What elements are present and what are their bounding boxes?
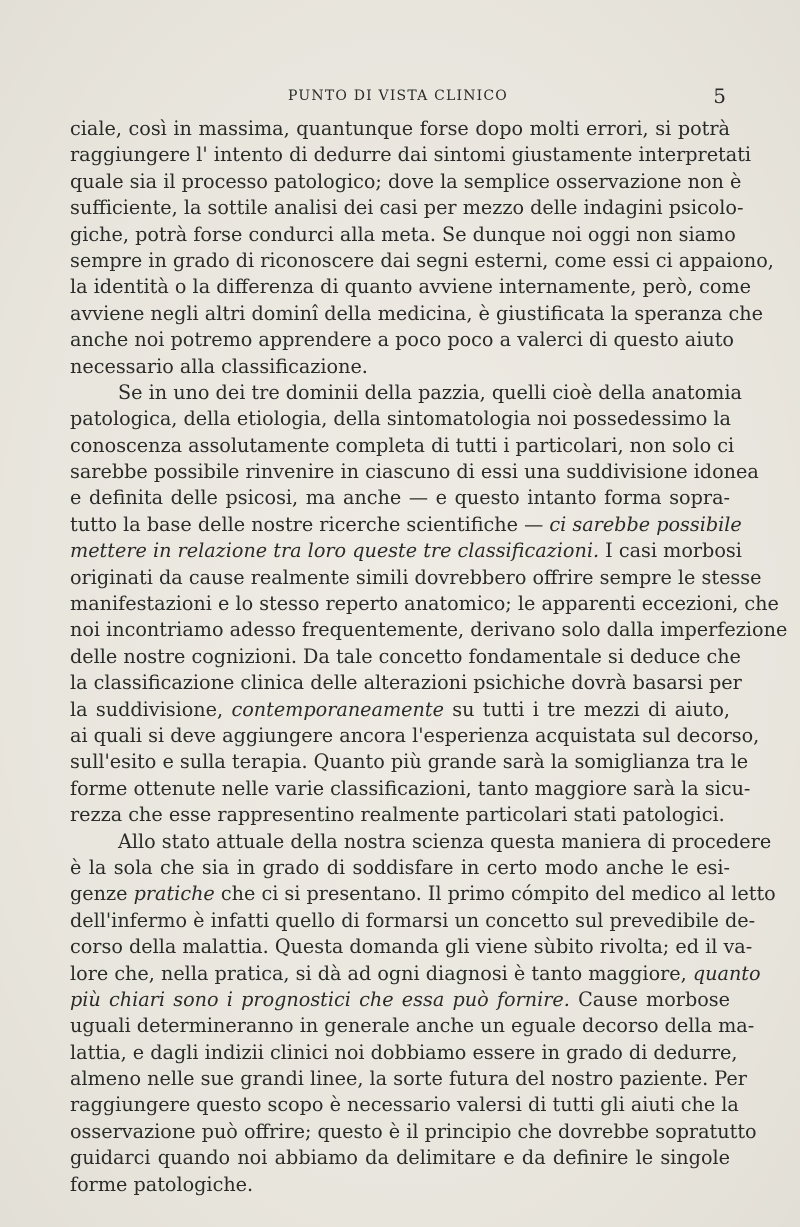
text-line: la classificazione clinica delle alterazioni psichiche dovrà basarsi per [70, 671, 742, 695]
text-line: corso della malattia. Questa domanda gli viene sùbito rivolta; ed il va- [70, 935, 753, 959]
text-line: anche noi potremo apprendere a poco poco a valerci di questo aiuto [70, 328, 734, 352]
text-line: avviene negli altri dominî della medicina, è giustificata la speranza che [70, 301, 763, 325]
text-run: la suddivisione, [70, 697, 224, 721]
text-line: guidarci quando noi abbiamo da delimitare e da definire le singole [70, 1146, 730, 1170]
text-run: lore che, nella pratica, si dà ad ogni diagnosi è tanto maggiore, [70, 961, 687, 985]
text-line: conoscenza assolutamente completa di tutti i particolari, non solo ci [70, 433, 735, 457]
text-run: I casi morbosi [605, 539, 742, 563]
italic-run: pratiche [133, 882, 215, 906]
text-run: tutto la base delle nostre ricerche scientifiche — [70, 512, 544, 536]
text-line [70, 512, 742, 538]
text-line: uguali determineranno in generale anche un eguale decorso della ma- [70, 1014, 755, 1038]
text-line: dell'infermo è infatti quello di formarsi un concetto sul prevedibile de- [70, 908, 756, 932]
italic-run: più chiari sono i prognostici che essa può fornire. [70, 987, 570, 1011]
text-line: noi incontriamo adesso frequentemente, derivano solo dalla imperfezione [70, 618, 788, 642]
text-line: originati da cause realmente simili dovrebbero offrire sempre le stesse [70, 565, 762, 589]
text-line: lattia, e dagli indizii clinici noi dobbiamo essere in grado di dedurre, [70, 1040, 738, 1064]
text-run: su tutti i tre mezzi di aiuto, [452, 697, 731, 721]
text-line [70, 881, 776, 907]
italic-run: quanto [692, 961, 761, 985]
text-line: ai quali si deve aggiungere ancora l'esperienza acquistata sul decorso, [70, 723, 760, 747]
italic-run: ci sarebbe possibile [549, 512, 742, 536]
running-title: PUNTO DI VISTA CLINICO [288, 88, 508, 104]
text-run: che ci si presentano. Il primo cómpito del medico al letto [220, 882, 776, 906]
page-number: 5 [713, 84, 726, 108]
text-line [70, 697, 730, 723]
page-header [70, 84, 726, 110]
text-run: Cause morbose [578, 987, 730, 1011]
text-line: rezza che esse rappresentino realmente particolari stati patologici. [70, 803, 725, 827]
text-line: giche, potrà forse condurci alla meta. Se dunque noi oggi non siamo [70, 222, 736, 246]
italic-run: contemporaneamente [231, 697, 444, 721]
body-text [70, 116, 788, 1198]
text-line: delle nostre cognizioni. Da tale concetto fondamentale si deduce che [70, 644, 741, 668]
text-line: sull'esito e sulla terapia. Quanto più grande sarà la somiglianza tra le [70, 750, 749, 774]
text-line: raggiungere questo scopo è necessario valersi di tutti gli aiuti che la [70, 1093, 739, 1117]
italic-run: mettere in relazione tra loro queste tre classificazioni. [70, 539, 600, 563]
text-line: è la sola che sia in grado di soddisfare in certo modo anche le esi- [70, 855, 730, 879]
text-line: quale sia il processo patologico; dove la semplice osservazione non è [70, 169, 742, 193]
text-line: Allo stato attuale della nostra scienza questa maniera di procedere [118, 829, 772, 853]
text-line: manifestazioni e lo stesso reperto anatomico; le apparenti eccezioni, che [70, 592, 779, 616]
text-line: forme ottenute nelle varie classificazioni, tanto maggiore sarà la sicu- [70, 776, 751, 800]
text-line: raggiungere l' intento di dedurre dai sintomi giustamente interpretati [70, 143, 752, 167]
text-line [70, 961, 761, 987]
text-line: la identità o la differenza di quanto avviene internamente, però, come [70, 275, 752, 299]
text-line: sufficiente, la sottile analisi dei casi per mezzo delle indagini psicolo- [70, 196, 744, 220]
text-line: almeno nelle sue grandi linee, la sorte futura del nostro paziente. Per [70, 1067, 747, 1091]
text-run: genze [70, 882, 128, 906]
text-line: ciale, così in massima, quantunque forse dopo molti errori, si potrà [70, 117, 730, 140]
text-line: osservazione può offrire; questo è il principio che dovrebbe sopratutto [70, 1119, 757, 1143]
text-line [70, 987, 730, 1013]
text-line [70, 538, 742, 564]
text-line: sarebbe possibile rinvenire in ciascuno di essi una suddivisione idonea [70, 460, 759, 484]
text-line: e definita delle psicosi, ma anche — e questo intanto forma sopra- [70, 486, 730, 510]
text-line: necessario alla classificazione. [70, 354, 368, 378]
text-line: forme patologiche. [70, 1172, 254, 1196]
text-line: Se in uno dei tre dominii della pazzia, quelli cioè della anatomia [118, 380, 742, 404]
text-line: patologica, della etiologia, della sintomatologia noi possedessimo la [70, 407, 731, 431]
text-line: sempre in grado di riconoscere dai segni esterni, come essi ci appaiono, [70, 248, 774, 272]
